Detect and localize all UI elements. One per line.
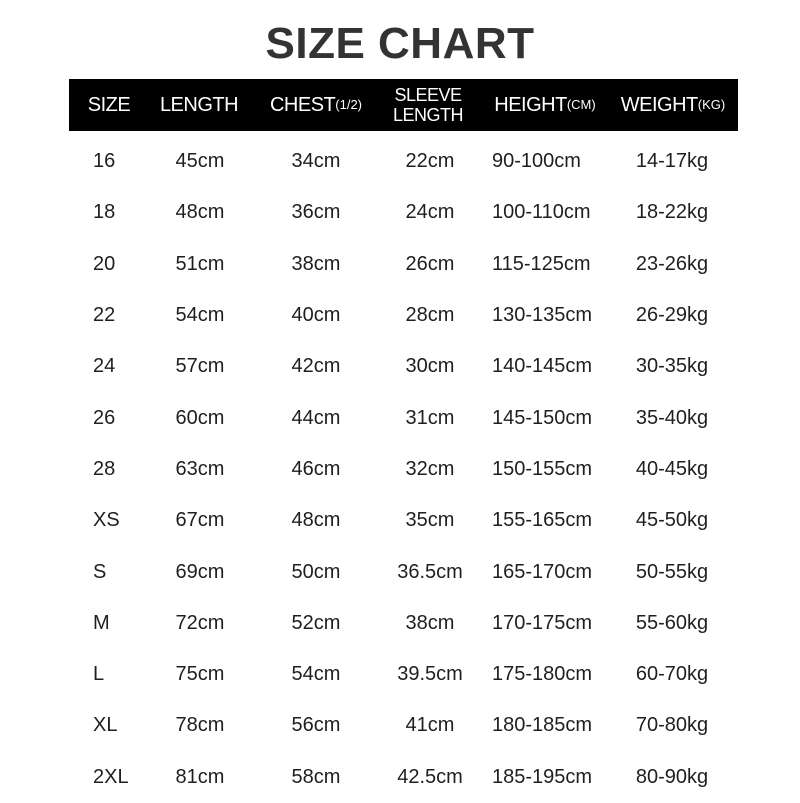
cell-chest: 54cm (291, 663, 341, 686)
table-header (69, 79, 738, 131)
cell-chest: 42cm (291, 355, 341, 378)
page-title: SIZE CHART (265, 19, 535, 68)
header-sleeve-line1: SLEEVE (394, 85, 462, 105)
table-row (0, 187, 800, 238)
cell-weight: 50-55kg (635, 560, 709, 583)
cell-chest: 40cm (291, 304, 341, 327)
cell-length: 72cm (175, 611, 225, 634)
header-height-label: HEIGHT (494, 94, 567, 116)
header-size: SIZE (87, 94, 131, 116)
cell-weight: 14-17kg (635, 150, 709, 173)
cell-size: 24 (93, 355, 116, 378)
cell-height: 100-110cm (492, 201, 591, 224)
cell-length: 48cm (175, 201, 225, 224)
cell-height: 115-125cm (492, 252, 591, 275)
cell-height: 180-185cm (492, 714, 593, 737)
cell-height: 170-175cm (492, 611, 593, 634)
cell-chest: 50cm (291, 560, 341, 583)
cell-size: 20 (93, 252, 116, 275)
cell-size: 18 (93, 201, 116, 224)
cell-chest: 52cm (291, 611, 341, 634)
cell-length: 78cm (175, 714, 225, 737)
header-height-unit: (CM) (566, 97, 596, 112)
cell-size: XS (93, 509, 120, 532)
table-row (0, 341, 800, 392)
cell-length: 81cm (175, 765, 225, 788)
cell-length: 60cm (175, 406, 225, 429)
cell-length: 54cm (175, 304, 225, 327)
cell-height: 185-195cm (492, 765, 593, 788)
table-row (0, 598, 800, 649)
cell-sleeve: 31cm (405, 406, 455, 429)
cell-size: M (93, 611, 110, 634)
header-weight (617, 79, 729, 131)
cell-size: 22 (93, 304, 116, 327)
cell-weight: 23-26kg (635, 252, 709, 275)
cell-sleeve: 38cm (405, 611, 455, 634)
cell-weight: 55-60kg (635, 611, 709, 634)
cell-height: 150-155cm (492, 457, 593, 480)
cell-height: 165-170cm (492, 560, 593, 583)
cell-chest: 56cm (291, 714, 341, 737)
cell-chest: 48cm (291, 509, 341, 532)
table-row (0, 495, 800, 546)
cell-weight: 26-29kg (635, 304, 709, 327)
table-row (0, 700, 800, 751)
cell-size: 16 (93, 150, 116, 173)
cell-sleeve: 24cm (405, 201, 455, 224)
table-row (0, 290, 800, 341)
cell-chest: 36cm (291, 201, 341, 224)
cell-chest: 44cm (291, 406, 341, 429)
cell-chest: 58cm (291, 765, 341, 788)
cell-weight: 60-70kg (635, 663, 709, 686)
cell-height: 140-145cm (492, 355, 593, 378)
cell-size: 28 (93, 457, 116, 480)
cell-size: S (93, 560, 107, 583)
cell-sleeve: 32cm (405, 457, 455, 480)
header-length: LENGTH (159, 94, 239, 116)
cell-size: XL (93, 714, 118, 737)
cell-size: L (93, 663, 105, 686)
cell-length: 57cm (175, 355, 225, 378)
table-row (0, 752, 800, 803)
cell-sleeve: 22cm (405, 150, 455, 173)
cell-size: 26 (93, 406, 116, 429)
cell-length: 67cm (175, 509, 225, 532)
header-chest-unit: (1/2) (335, 97, 363, 112)
cell-sleeve: 28cm (405, 304, 455, 327)
table-row (0, 239, 800, 290)
cell-weight: 40-45kg (635, 457, 709, 480)
cell-length: 45cm (175, 150, 225, 173)
cell-sleeve: 30cm (405, 355, 455, 378)
header-height (489, 79, 601, 131)
cell-weight: 80-90kg (635, 765, 709, 788)
header-chest-label: CHEST (269, 94, 336, 116)
header-sleeve-line2: LENGTH (392, 105, 463, 125)
cell-sleeve: 41cm (405, 714, 455, 737)
cell-height: 145-150cm (492, 406, 593, 429)
header-sleeve-length (382, 79, 474, 131)
cell-height: 130-135cm (492, 304, 593, 327)
table-row (0, 546, 800, 597)
cell-weight: 70-80kg (635, 714, 709, 737)
cell-weight: 30-35kg (635, 355, 709, 378)
header-weight-unit: (KG) (697, 97, 726, 112)
cell-weight: 18-22kg (635, 201, 709, 224)
cell-sleeve: 35cm (405, 509, 455, 532)
cell-length: 75cm (175, 663, 225, 686)
table-row (0, 649, 800, 700)
cell-size: 2XL (93, 765, 129, 788)
cell-weight: 35-40kg (635, 406, 709, 429)
cell-sleeve: 26cm (405, 252, 455, 275)
cell-sleeve: 36.5cm (397, 560, 463, 583)
header-weight-label: WEIGHT (620, 94, 698, 116)
cell-length: 69cm (175, 560, 225, 583)
cell-height: 90-100cm (492, 150, 581, 173)
cell-weight: 45-50kg (635, 509, 709, 532)
cell-height: 175-180cm (492, 663, 593, 686)
cell-length: 51cm (175, 252, 225, 275)
table-row (0, 136, 800, 187)
cell-length: 63cm (175, 457, 225, 480)
table-row (0, 393, 800, 444)
header-chest (266, 79, 366, 131)
cell-sleeve: 42.5cm (397, 765, 463, 788)
cell-chest: 38cm (291, 252, 341, 275)
cell-sleeve: 39.5cm (397, 663, 463, 686)
cell-chest: 46cm (291, 457, 341, 480)
cell-height: 155-165cm (492, 509, 593, 532)
table-row (0, 444, 800, 495)
cell-chest: 34cm (291, 150, 341, 173)
